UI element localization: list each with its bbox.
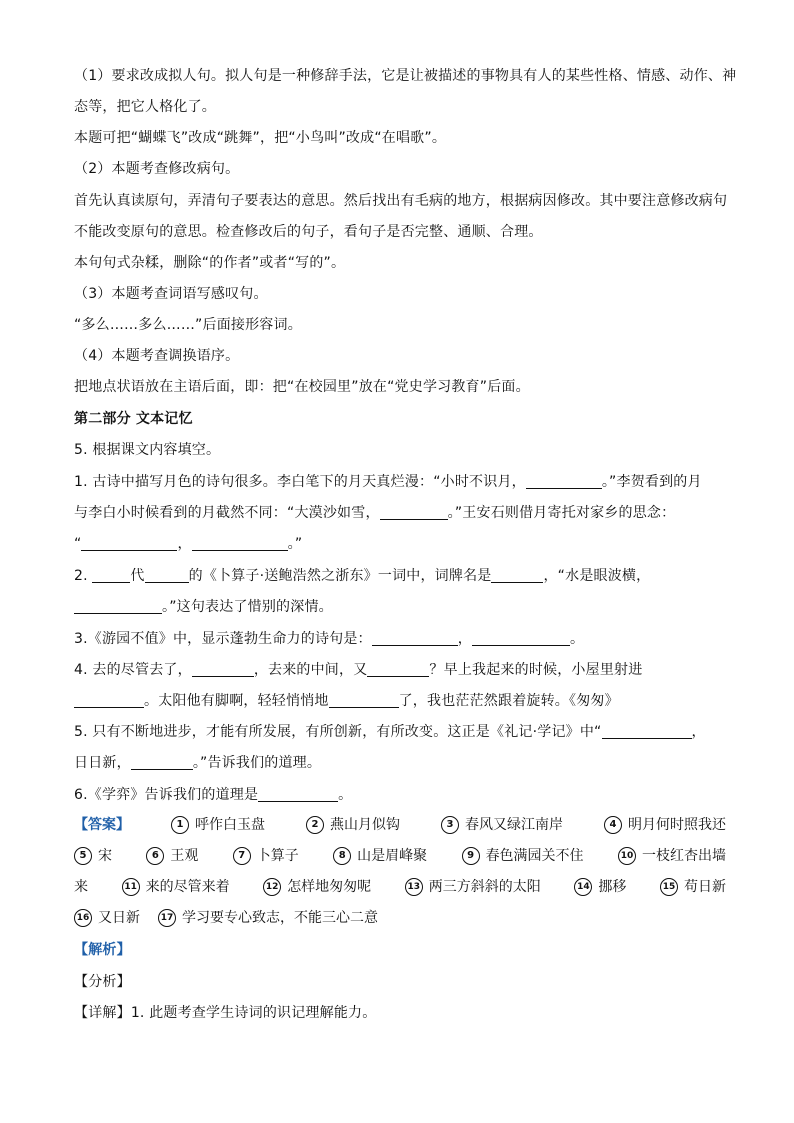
question-line: [74, 753, 726, 773]
fill-blank: [526, 473, 602, 489]
answer-item: [618, 845, 726, 867]
fill-blank: [192, 661, 254, 677]
text-line: 不能改变原句的意思。检查修改后的句子，看句子是否完整、通顺、合理。: [74, 224, 543, 240]
text-line: （1）要求改成拟人句。拟人句是一种修辞手法，它是让被描述的事物具有人的某些性格、情感、动作、神: [74, 68, 737, 84]
detail-text: 1. 此题考查学生诗词的识记理解能力。: [130, 1005, 377, 1021]
answer-text: 来的尽管来着: [145, 879, 230, 895]
number-badge: 15: [660, 878, 678, 896]
fill-blank: [92, 567, 130, 583]
answer-item: [122, 876, 230, 898]
text: 2.: [74, 568, 93, 584]
question-line: [74, 691, 726, 711]
fill-blank: [131, 754, 193, 770]
detail-label: 【详解】: [74, 1005, 131, 1021]
question-line: [74, 566, 726, 586]
text: 4. 去的尽管去了，: [74, 662, 192, 678]
answer-text: 两三方斜斜的太阳: [428, 879, 541, 895]
question-line: [74, 629, 726, 649]
fill-blank: [192, 535, 288, 551]
question-line: [74, 503, 726, 523]
answer-text: 卜算子: [256, 848, 299, 864]
answer-text: 山是眉峰聚: [357, 848, 428, 864]
fill-blank: [258, 786, 338, 802]
number-badge: 17: [158, 909, 176, 927]
text-line: 首先认真读原句，弄清句子要表达的意思。然后找出有毛病的地方，根据病因修改。其中要注意修改病句: [74, 193, 728, 209]
text: ，去来的中间，又: [253, 662, 368, 678]
fill-blank: [380, 504, 448, 520]
fill-blank: [372, 630, 458, 646]
text: 。: [569, 631, 585, 647]
number-badge: 2: [306, 816, 324, 834]
number-badge: 4: [604, 816, 622, 834]
answer-item: [233, 845, 299, 867]
answer-text: 苟日新: [683, 879, 726, 895]
answer-text: 明月何时照我还: [628, 817, 726, 833]
text-line: 本题可把“蝴蝶飞”改成“跳舞”，把“小鸟叫”改成“在唱歌”。: [74, 130, 447, 146]
number-badge: 6: [146, 847, 164, 865]
answer-label: 【答案】: [74, 817, 130, 833]
fill-blank: [145, 567, 189, 583]
answer-row: [74, 845, 726, 867]
question-intro: 5. 根据课文内容填空。: [74, 442, 221, 458]
answer-text: 呼作白玉盘: [195, 817, 265, 833]
fill-blank: [74, 692, 144, 708]
answer-row: [74, 876, 726, 898]
text-line: （4）本题考查调换语序。: [74, 348, 240, 364]
answer-item: [462, 845, 584, 867]
text-line: 态等，把它人格化了。: [74, 99, 216, 115]
question-line: [74, 722, 726, 742]
answer-item: [333, 845, 427, 867]
fill-blank: [74, 598, 162, 614]
number-badge: 5: [74, 847, 92, 865]
text: 了，我也茫茫然跟着旋转。《匆匆》: [398, 693, 619, 709]
question-line: [74, 660, 726, 680]
text: ，: [177, 536, 192, 552]
answer-item: [405, 876, 541, 898]
text: 与李白小时候看到的月截然不同：“大漠沙如雪，: [74, 505, 380, 521]
text: 。”这句表达了惜别的深情。: [162, 599, 333, 615]
answer-item: [441, 814, 563, 836]
text: 3.《游园不值》中，显示蓬勃生命力的诗句是：: [74, 631, 372, 647]
text: ，: [691, 724, 706, 740]
answer-text: 怎样地匆匆呢: [287, 879, 372, 895]
number-badge: 7: [233, 847, 251, 865]
answer-row: [74, 907, 726, 929]
answer-item: [574, 876, 626, 898]
text: 。太阳他有脚啊，轻轻悄悄地: [144, 693, 329, 709]
fill-blank: [491, 567, 543, 583]
text: 日日新，: [74, 755, 131, 771]
answer-item: [660, 876, 726, 898]
fenxi-label: 【分析】: [74, 974, 131, 990]
number-badge: 16: [74, 909, 92, 927]
answer-text-continued: 来: [74, 879, 88, 895]
answer-text: 春风又绿江南岸: [465, 817, 563, 833]
question-line: [74, 472, 726, 492]
answer-text: 宋: [98, 848, 112, 864]
analysis-label: 【解析】: [74, 942, 131, 958]
text: 。”告诉我们的道理。: [192, 755, 322, 771]
number-badge: 1: [171, 816, 189, 834]
text: ，“水是眼波横，: [543, 568, 651, 584]
number-badge: 11: [122, 878, 140, 896]
text: 。”: [287, 536, 303, 552]
text-line: 本句句式杂糅，删除“的作者”或者“写的”。: [74, 255, 346, 271]
text: 6.《学弈》告诉我们的道理是: [74, 787, 259, 803]
text-line: （2）本题考查修改病句。: [74, 161, 240, 177]
answer-text: 学习要专心致志，不能三心二意: [182, 910, 378, 926]
answer-item: [74, 907, 140, 929]
text: 。: [338, 787, 353, 803]
number-badge: 12: [263, 878, 281, 896]
text: ？早上我起来的时候，小屋里射进: [429, 662, 643, 678]
fill-blank: [472, 630, 570, 646]
text: 。”王安石则借月寄托对家乡的思念：: [447, 505, 676, 521]
answer-text: 又日新: [98, 910, 140, 926]
text-line: （3）本题考查词语写感叹句。: [74, 286, 268, 302]
answer-item: [146, 845, 198, 867]
question-line: [74, 534, 726, 554]
number-badge: 9: [462, 847, 480, 865]
text: “: [74, 536, 82, 552]
text: 的《卜算子·送鲍浩然之浙东》一词中，词牌名是: [188, 568, 492, 584]
number-badge: 13: [405, 878, 423, 896]
question-line: [74, 785, 726, 805]
text: 。”李贺看到的月: [601, 474, 702, 490]
answer-item: [306, 814, 400, 836]
answer-text: 挪移: [598, 879, 627, 895]
number-badge: 14: [574, 878, 592, 896]
number-badge: 8: [333, 847, 351, 865]
answer-item: [158, 907, 378, 929]
text: 代: [130, 568, 145, 584]
section-title: 第二部分 文本记忆: [74, 411, 193, 427]
answer-text: 一枝红杏出墙: [641, 848, 726, 864]
answer-row: [74, 814, 726, 836]
text-line: 把地点状语放在主语后面，即：把“在校园里”放在“党史学习教育”后面。: [74, 379, 530, 395]
fill-blank: [602, 723, 692, 739]
text: ，: [457, 631, 472, 647]
fill-blank: [367, 661, 429, 677]
answer-text: 春色满园关不住: [485, 848, 584, 864]
text: 5. 只有不断地进步，才能有所发展，有所创新，有所改变。这正是《礼记·学记》中“: [74, 724, 602, 740]
number-badge: 10: [618, 847, 636, 865]
answer-item: [263, 876, 371, 898]
answer-item: [74, 845, 112, 867]
detail-line: [74, 1003, 726, 1023]
fill-blank: [329, 692, 399, 708]
answer-item: [171, 814, 265, 836]
answer-text: 王观: [170, 848, 199, 864]
text: 1. 古诗中描写月色的诗句很多。李白笔下的月天真烂漫：“小时不识月，: [74, 474, 526, 490]
question-line: [74, 597, 726, 617]
answer-text: 燕山月似钩: [330, 817, 400, 833]
answer-item: [604, 814, 726, 836]
fill-blank: [81, 535, 177, 551]
number-badge: 3: [441, 816, 459, 834]
text-line: “多么……多么……”后面接形容词。: [74, 317, 302, 333]
